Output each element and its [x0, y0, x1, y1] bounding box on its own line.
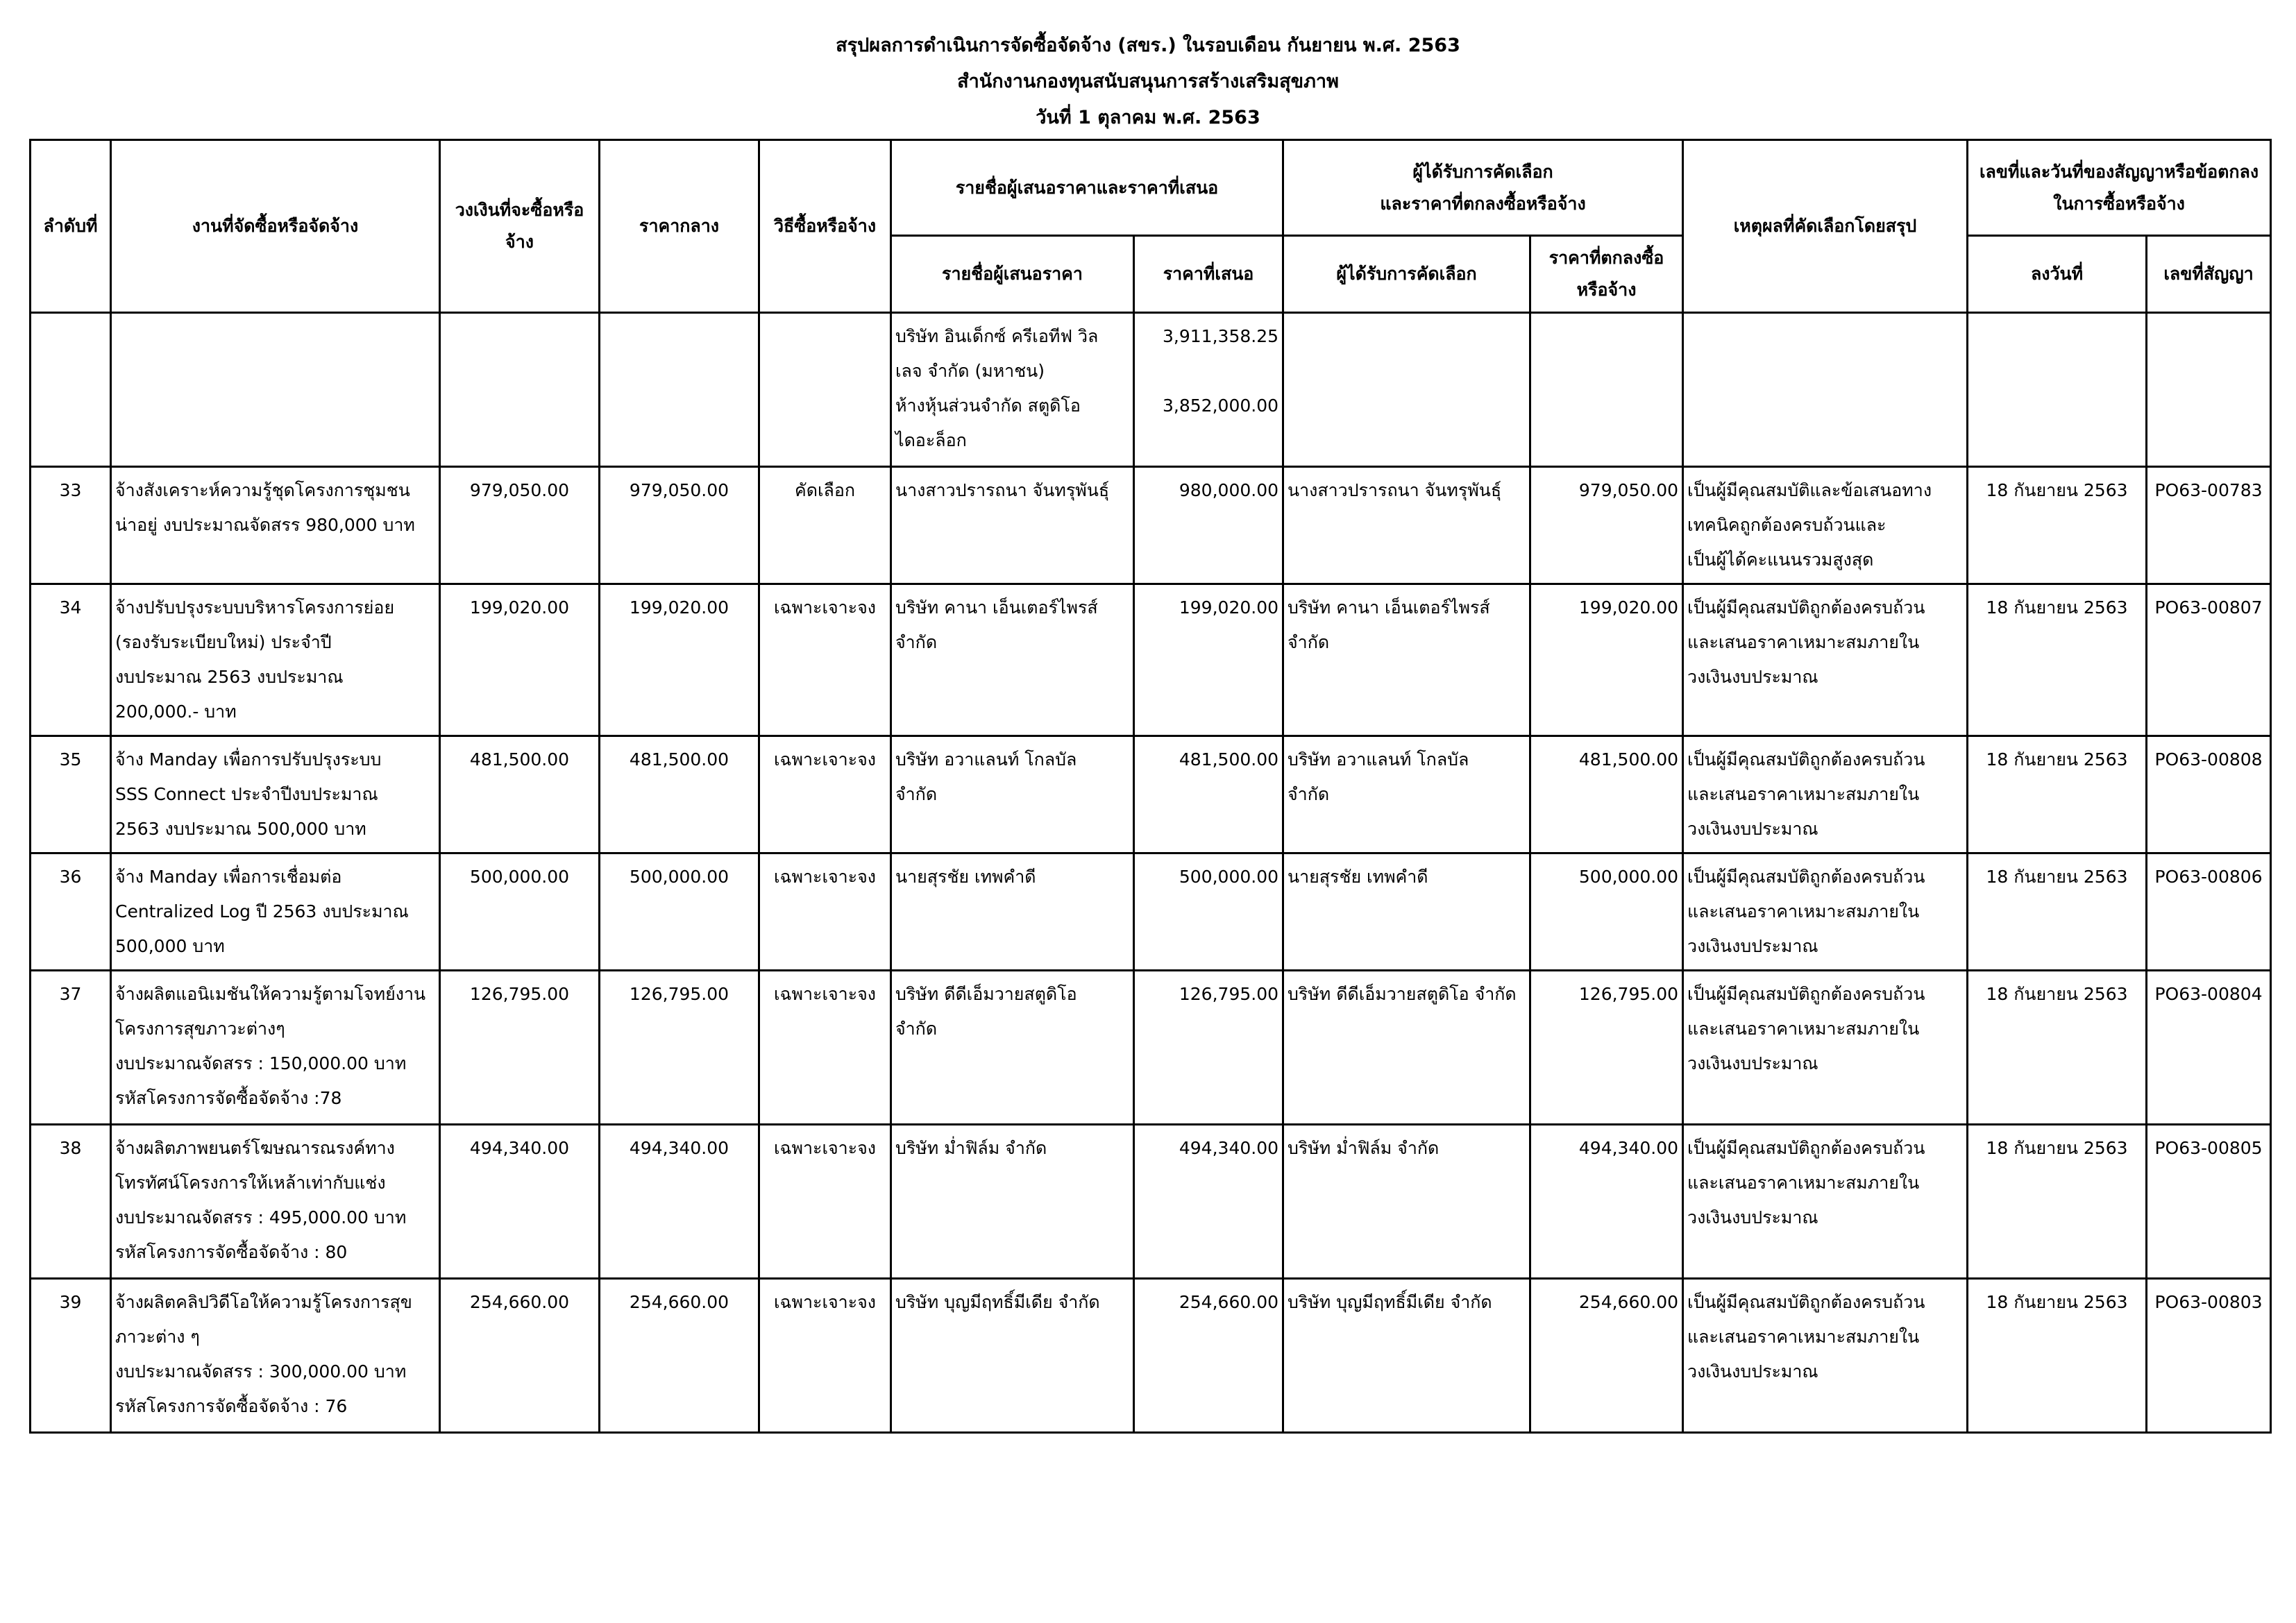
cell-budget: 979,050.00 [440, 467, 600, 584]
cell-bidder [891, 971, 1134, 1125]
cell-winner [1283, 971, 1530, 1125]
col-contract-group-header: เลขที่และวันที่ของสัญญาหรือข้อตกลงในการซื้อหรือจ้าง [1968, 140, 2271, 236]
cell-winner-line: บริษัท คานา เอ็นเตอร์ไพรส์ [1288, 597, 1490, 618]
cell-work-line: 2563 งบประมาณ 500,000 บาท [115, 819, 366, 839]
table-row-continuation [31, 313, 2271, 467]
cell-contract-no: PO63-00805 [2147, 1125, 2271, 1279]
cell-seq: 38 [31, 1125, 111, 1279]
cell-median: 199,020.00 [600, 584, 759, 736]
cell-bidder [891, 584, 1134, 736]
cell-budget: 500,000.00 [440, 853, 600, 971]
winner-group-line-1: ผู้ได้รับการคัดเลือก [1412, 161, 1553, 182]
cell-winner [1283, 1279, 1530, 1433]
cell-reason [1683, 971, 1968, 1125]
cell-method: เฉพาะเจาะจง [759, 1279, 891, 1433]
cell-bidder-line: นายสุรชัย เทพคำดี [895, 867, 1036, 887]
cell-reason-line: และเสนอราคาเหมาะสมภายใน [1687, 1019, 1920, 1039]
cell-reason [1683, 584, 1968, 736]
cell-budget: 254,660.00 [440, 1279, 600, 1433]
cell-work-line: รหัสโครงการจัดซื้อจัดจ้าง : 76 [115, 1396, 348, 1416]
cell-winner-line: บริษัท อวาแลนท์ โกลบัล [1288, 749, 1469, 770]
col-contract-no-header: เลขที่สัญญา [2147, 236, 2271, 313]
cell-method: เฉพาะเจาะจง [759, 1125, 891, 1279]
cell-work-line: จ้างผลิตภาพยนตร์โฆษณารณรงค์ทาง [115, 1138, 395, 1158]
cell-work-line: 200,000.- บาท [115, 702, 237, 722]
cell-contract-no: PO63-00808 [2147, 736, 2271, 853]
table-row [31, 1125, 2271, 1279]
cell-bidder-line: จำกัด [895, 784, 938, 804]
procurement-table [29, 139, 2272, 1434]
cell-agreed-price: 126,795.00 [1530, 971, 1683, 1125]
cell-reason-line: และเสนอราคาเหมาะสมภายใน [1687, 1327, 1920, 1347]
cell-seq: 34 [31, 584, 111, 736]
cell-bidder-line: บริษัท อวาแลนท์ โกลบัล [895, 749, 1077, 770]
cell-contract-no [2147, 313, 2271, 467]
table-row [31, 467, 2271, 584]
cell-winner-line: นายสุรชัย เทพคำดี [1288, 867, 1428, 887]
cell-seq: 36 [31, 853, 111, 971]
cell-reason-line: และเสนอราคาเหมาะสมภายใน [1687, 784, 1920, 804]
cell-budget: 494,340.00 [440, 1125, 600, 1279]
cell-bidder-line: บริษัท ดีดีเอ็มวายสตูดิโอ [895, 984, 1077, 1004]
cell-reason [1683, 1125, 1968, 1279]
cell-agreed-price: 494,340.00 [1530, 1125, 1683, 1279]
cell-bidder-line: จำกัด [895, 1019, 938, 1039]
cell-reason-line: เป็นผู้ได้คะแนนรวมสูงสุด [1687, 550, 1874, 570]
cell-work-line: รหัสโครงการจัดซื้อจัดจ้าง : 80 [115, 1242, 348, 1262]
cell-method: เฉพาะเจาะจง [759, 853, 891, 971]
cell-reason-line: เป็นผู้มีคุณสมบัติถูกต้องครบถ้วน [1687, 867, 1925, 887]
table-row [31, 971, 2271, 1125]
cell-work-line: งบประมาณจัดสรร : 300,000.00 บาท [115, 1361, 407, 1382]
cell-reason-line: เป็นผู้มีคุณสมบัติถูกต้องครบถ้วน [1687, 597, 1925, 618]
cell-method: คัดเลือก [759, 467, 891, 584]
cell-bid-price: 126,795.00 [1134, 971, 1283, 1125]
cell-method: เฉพาะเจาะจง [759, 971, 891, 1125]
bidder-line: เลจ จำกัด (มหาชน) [895, 361, 1045, 381]
col-work-header: งานที่จัดซื้อหรือจัดจ้าง [111, 140, 440, 313]
col-seq-header: ลำดับที่ [31, 140, 111, 313]
cell-winner-line: บริษัท ดีดีเอ็มวายสตูดิโอ จำกัด [1288, 984, 1517, 1004]
cell-date: 18 กันยายน 2563 [1968, 584, 2147, 736]
cell-bidder [891, 853, 1134, 971]
cell-reason-line: วงเงินงบประมาณ [1687, 819, 1818, 839]
cell-winner-line: จำกัด [1288, 632, 1330, 652]
cell-work-line: ภาวะต่าง ๆ [115, 1327, 200, 1347]
cell-reason-line: เป็นผู้มีคุณสมบัติถูกต้องครบถ้วน [1687, 1292, 1925, 1312]
cell-reason-line: วงเงินงบประมาณ [1687, 1361, 1818, 1382]
cell-reason-line: วงเงินงบประมาณ [1687, 936, 1818, 956]
cell-reason-line: วงเงินงบประมาณ [1687, 1207, 1818, 1227]
cell-bidder-line: บริษัท คานา เอ็นเตอร์ไพรส์ [895, 597, 1098, 618]
cell-median: 494,340.00 [600, 1125, 759, 1279]
bidder-line: บริษัท อินเด็กซ์ ครีเอทีฟ วิล [895, 326, 1099, 346]
cell-bid-price: 254,660.00 [1134, 1279, 1283, 1433]
cell-bidder [891, 313, 1134, 467]
cell-bid-price: 199,020.00 [1134, 584, 1283, 736]
cell-work-line: งบประมาณจัดสรร : 495,000.00 บาท [115, 1207, 407, 1227]
col-method-header: วิธีซื้อหรือจ้าง [759, 140, 891, 313]
cell-work-line: จ้าง Manday เพื่อการเชื่อมต่อ [115, 867, 342, 887]
cell-work [111, 313, 440, 467]
cell-work [111, 853, 440, 971]
col-median-header: ราคากลาง [600, 140, 759, 313]
cell-work [111, 971, 440, 1125]
table-row [31, 1279, 2271, 1433]
cell-agreed-price: 254,660.00 [1530, 1279, 1683, 1433]
col-budget-header: วงเงินที่จะซื้อหรือจ้าง [440, 140, 600, 313]
cell-reason [1683, 736, 1968, 853]
col-bidders-group-header: รายชื่อผู้เสนอราคาและราคาที่เสนอ [891, 140, 1283, 236]
bid-price-value: 3,911,358.25 [1163, 326, 1279, 346]
cell-winner-line: บริษัท ม่ำฟิล์ม จำกัด [1288, 1138, 1440, 1158]
cell-winner-line: จำกัด [1288, 784, 1330, 804]
cell-bidder-line: นางสาวปรารถนา จันทรุพันธุ์ [895, 480, 1110, 500]
cell-seq: 37 [31, 971, 111, 1125]
cell-work [111, 736, 440, 853]
cell-work-line: จ้าง Manday เพื่อการปรับปรุงระบบ [115, 749, 382, 770]
col-date-header: ลงวันที่ [1968, 236, 2147, 313]
col-bid-price-header: ราคาที่เสนอ [1134, 236, 1283, 313]
cell-agreed-price [1530, 313, 1683, 467]
cell-contract-no: PO63-00783 [2147, 467, 2271, 584]
cell-reason-line: วงเงินงบประมาณ [1687, 1053, 1818, 1073]
table-row [31, 736, 2271, 853]
col-bidder-name-header: รายชื่อผู้เสนอราคา [891, 236, 1134, 313]
cell-reason-line: และเสนอราคาเหมาะสมภายใน [1687, 901, 1920, 921]
cell-bid-price: 481,500.00 [1134, 736, 1283, 853]
cell-work-line: โครงการสุขภาวะต่างๆ [115, 1019, 285, 1039]
cell-bid-price: 500,000.00 [1134, 853, 1283, 971]
cell-winner [1283, 1125, 1530, 1279]
cell-work-line: โทรทัศน์โครงการให้เหล้าเท่ากับแช่ง [115, 1173, 386, 1193]
cell-median: 126,795.00 [600, 971, 759, 1125]
cell-work-line: น่าอยู่ งบประมาณจัดสรร 980,000 บาท [115, 515, 415, 535]
cell-reason-line: และเสนอราคาเหมาะสมภายใน [1687, 632, 1920, 652]
organization-name: สำนักงานกองทุนสนับสนุนการสร้างเสริมสุขภาพ [957, 71, 1339, 92]
cell-date [1968, 313, 2147, 467]
bidder-line: ไดอะล็อก [895, 430, 967, 450]
cell-contract-no: PO63-00803 [2147, 1279, 2271, 1433]
cell-work-line: งบประมาณจัดสรร : 150,000.00 บาท [115, 1053, 407, 1073]
table-row [31, 853, 2271, 971]
cell-bidder [891, 736, 1134, 853]
cell-agreed-price: 500,000.00 [1530, 853, 1683, 971]
cell-contract-no: PO63-00807 [2147, 584, 2271, 736]
cell-work [111, 1279, 440, 1433]
cell-reason-line: เป็นผู้มีคุณสมบัติและข้อเสนอทาง [1687, 480, 1932, 500]
cell-winner-line: บริษัท บุญมีฤทธิ์มีเดีย จำกัด [1288, 1292, 1492, 1312]
cell-median [600, 313, 759, 467]
report-title: สรุปผลการดำเนินการจัดซื้อจัดจ้าง (สขร.) ในรอบเดือน กันยายน พ.ศ. 2563 [836, 35, 1460, 56]
cell-bidder-line: บริษัท บุญมีฤทธิ์มีเดีย จำกัด [895, 1292, 1100, 1312]
cell-reason [1683, 313, 1968, 467]
cell-date: 18 กันยายน 2563 [1968, 971, 2147, 1125]
cell-work-line: 500,000 บาท [115, 936, 225, 956]
col-reason-header: เหตุผลที่คัดเลือกโดยสรุป [1683, 140, 1968, 313]
cell-contract-no: PO63-00804 [2147, 971, 2271, 1125]
report-date: วันที่ 1 ตุลาคม พ.ศ. 2563 [1036, 107, 1260, 128]
cell-reason-line: เป็นผู้มีคุณสมบัติถูกต้องครบถ้วน [1687, 984, 1925, 1004]
cell-work-line: Centralized Log ปี 2563 งบประมาณ [115, 901, 409, 921]
cell-winner [1283, 313, 1530, 467]
cell-bid-price [1134, 313, 1283, 467]
cell-work-line: จ้างสังเคราะห์ความรู้ชุดโครงการชุมชน [115, 480, 410, 500]
cell-bidder [891, 1279, 1134, 1433]
cell-winner-line: นางสาวปรารถนา จันทรุพันธุ์ [1288, 480, 1502, 500]
cell-budget: 481,500.00 [440, 736, 600, 853]
cell-work-line: รหัสโครงการจัดซื้อจัดจ้าง :78 [115, 1088, 342, 1108]
cell-reason [1683, 1279, 1968, 1433]
cell-median: 500,000.00 [600, 853, 759, 971]
cell-date: 18 กันยายน 2563 [1968, 1125, 2147, 1279]
cell-work-line: (รองรับระเบียบใหม่) ประจำปี [115, 632, 332, 652]
cell-seq: 33 [31, 467, 111, 584]
cell-reason [1683, 853, 1968, 971]
cell-work [111, 467, 440, 584]
cell-reason [1683, 467, 1968, 584]
cell-date: 18 กันยายน 2563 [1968, 736, 2147, 853]
cell-date: 18 กันยายน 2563 [1968, 467, 2147, 584]
document-header [0, 28, 2296, 136]
cell-median: 979,050.00 [600, 467, 759, 584]
cell-bidder-line: จำกัด [895, 632, 938, 652]
cell-winner [1283, 853, 1530, 971]
cell-date: 18 กันยายน 2563 [1968, 1279, 2147, 1433]
cell-method: เฉพาะเจาะจง [759, 584, 891, 736]
cell-reason-line: และเสนอราคาเหมาะสมภายใน [1687, 1173, 1920, 1193]
cell-date: 18 กันยายน 2563 [1968, 853, 2147, 971]
bidder-line: ห้างหุ้นส่วนจำกัด สตูดิโอ [895, 396, 1081, 416]
cell-work [111, 1125, 440, 1279]
table-body [31, 313, 2271, 1433]
cell-work-line: จ้างผลิตแอนิเมชันให้ความรู้ตามโจทย์งาน [115, 984, 426, 1004]
cell-winner [1283, 584, 1530, 736]
cell-bid-price: 494,340.00 [1134, 1125, 1283, 1279]
cell-agreed-price: 481,500.00 [1530, 736, 1683, 853]
bid-price-value: 3,852,000.00 [1163, 396, 1279, 416]
cell-work-line: งบประมาณ 2563 งบประมาณ [115, 667, 344, 687]
cell-reason-line: เทคนิคถูกต้องครบถ้วนและ [1687, 515, 1886, 535]
cell-seq: 39 [31, 1279, 111, 1433]
col-winner-group-header [1283, 140, 1683, 236]
cell-bidder-line: บริษัท ม่ำฟิล์ม จำกัด [895, 1138, 1047, 1158]
col-agreed-price-header: ราคาที่ตกลงซื้อหรือจ้าง [1530, 236, 1683, 313]
cell-median: 481,500.00 [600, 736, 759, 853]
cell-work-line: จ้างปรับปรุงระบบบริหารโครงการย่อย [115, 597, 395, 618]
cell-median: 254,660.00 [600, 1279, 759, 1433]
cell-agreed-price: 199,020.00 [1530, 584, 1683, 736]
cell-bidder [891, 467, 1134, 584]
cell-work [111, 584, 440, 736]
cell-bidder [891, 1125, 1134, 1279]
cell-seq [31, 313, 111, 467]
cell-agreed-price: 979,050.00 [1530, 467, 1683, 584]
cell-work-line: จ้างผลิตคลิปวิดีโอให้ความรู้โครงการสุข [115, 1292, 412, 1312]
cell-contract-no: PO63-00806 [2147, 853, 2271, 971]
cell-reason-line: เป็นผู้มีคุณสมบัติถูกต้องครบถ้วน [1687, 1138, 1925, 1158]
winner-group-line-2: และราคาที่ตกลงซื้อหรือจ้าง [1380, 193, 1586, 214]
cell-winner [1283, 736, 1530, 853]
cell-method: เฉพาะเจาะจง [759, 736, 891, 853]
cell-work-line: SSS Connect ประจำปีงบประมาณ [115, 784, 378, 804]
col-winner-header: ผู้ได้รับการคัดเลือก [1283, 236, 1530, 313]
cell-budget: 199,020.00 [440, 584, 600, 736]
cell-budget: 126,795.00 [440, 971, 600, 1125]
cell-winner [1283, 467, 1530, 584]
cell-reason-line: วงเงินงบประมาณ [1687, 667, 1818, 687]
cell-seq: 35 [31, 736, 111, 853]
table-row [31, 584, 2271, 736]
cell-reason-line: เป็นผู้มีคุณสมบัติถูกต้องครบถ้วน [1687, 749, 1925, 770]
cell-bid-price: 980,000.00 [1134, 467, 1283, 584]
cell-budget [440, 313, 600, 467]
table-header [31, 140, 2271, 313]
cell-method [759, 313, 891, 467]
